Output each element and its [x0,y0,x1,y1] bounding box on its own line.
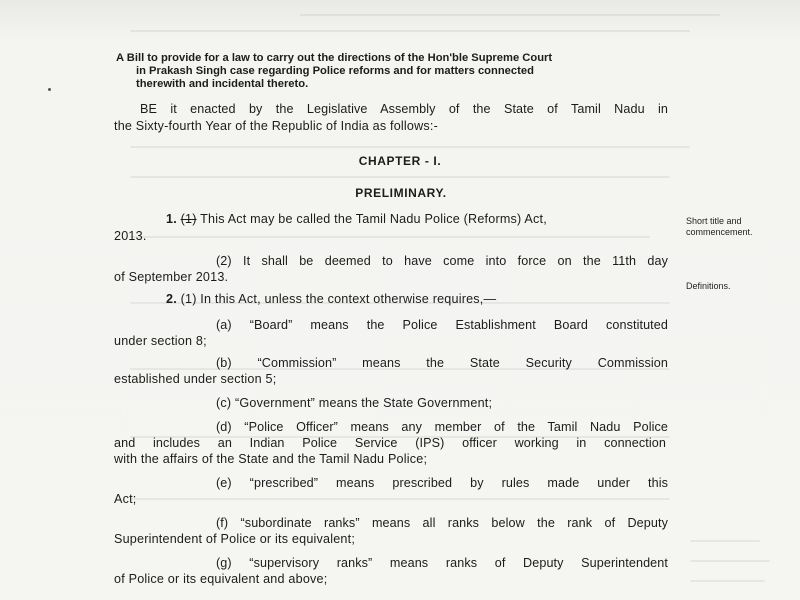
definition-line: established under section 5; [114,372,277,386]
speck-mark [48,88,51,91]
bleed-through-line [130,176,670,178]
definition-line: and includes an Indian Police Service (IPS) officer working in connection [114,436,666,450]
bill-title-line: A Bill to provide for a law to carry out the directions of the Hon'ble Supreme Court [116,52,553,64]
bleed-through-line [690,580,765,582]
definition-line: (c) “Government” means the State Government; [216,396,493,410]
definition-line: under section 8; [114,334,207,348]
bill-title-line: in Prakash Singh case regarding Police reforms and for matters connected [136,65,534,77]
bleed-through-line [690,540,760,542]
definition-line: (d) “Police Officer” means any member of the Tamil Nadu Police [216,420,668,434]
section-1-line [166,212,547,226]
bleed-through-line [130,498,670,500]
chapter-title: PRELIMINARY. [355,186,447,200]
definition-line: (e) “prescribed” means prescribed by rules made under this [216,476,668,490]
definition-line: of Police or its equivalent and above; [114,572,328,586]
bill-title-line: therewith and incidental thereto. [136,78,309,90]
section-1-line: of September 2013. [114,270,229,284]
bleed-through-line [130,30,690,32]
definition-line: (b) “Commission” means the State Security Commission [216,356,668,370]
chapter-label: CHAPTER - I. [358,154,442,168]
definition-line: with the affairs of the State and the Tamil Nadu Police; [114,452,428,466]
section-1-line: (2) It shall be deemed to have come into force on the 11th day [216,254,668,268]
definition-line: (a) “Board” means the Police Establishment Board constituted [216,318,668,332]
definition-line: Act; [114,492,137,506]
definition-line: (f) “subordinate ranks” means all ranks below the rank of Deputy [216,516,668,530]
enacting-clause-line: BE it enacted by the Legislative Assembly of the State of Tamil Nadu in [140,102,668,116]
section-number: 1. [166,212,177,226]
subsection-mark: (1) [180,212,197,226]
section-2-intro: (1) In this Act, unless the context otherwise requires,— [180,292,497,306]
bleed-through-line [130,236,650,238]
margin-note-definitions: Definitions. [686,281,731,291]
enacting-clause-line: the Sixty-fourth Year of the Republic of India as follows:- [114,119,439,133]
section-1-line: 2013. [114,229,147,243]
section-2-line [166,292,496,306]
section-1-text: This Act may be called the Tamil Nadu Police (Reforms) Act, [200,212,547,226]
margin-note-short-title: Short title and commencement. [686,216,753,237]
section-number: 2. [166,292,177,306]
bleed-through-line [300,14,720,16]
bleed-through-line [130,146,690,148]
bleed-through-line [690,560,770,562]
bill-title [116,52,676,91]
definition-line: (g) “supervisory ranks” means ranks of Deputy Superintendent [216,556,668,570]
definition-line: Superintendent of Police or its equivalent; [114,532,356,546]
